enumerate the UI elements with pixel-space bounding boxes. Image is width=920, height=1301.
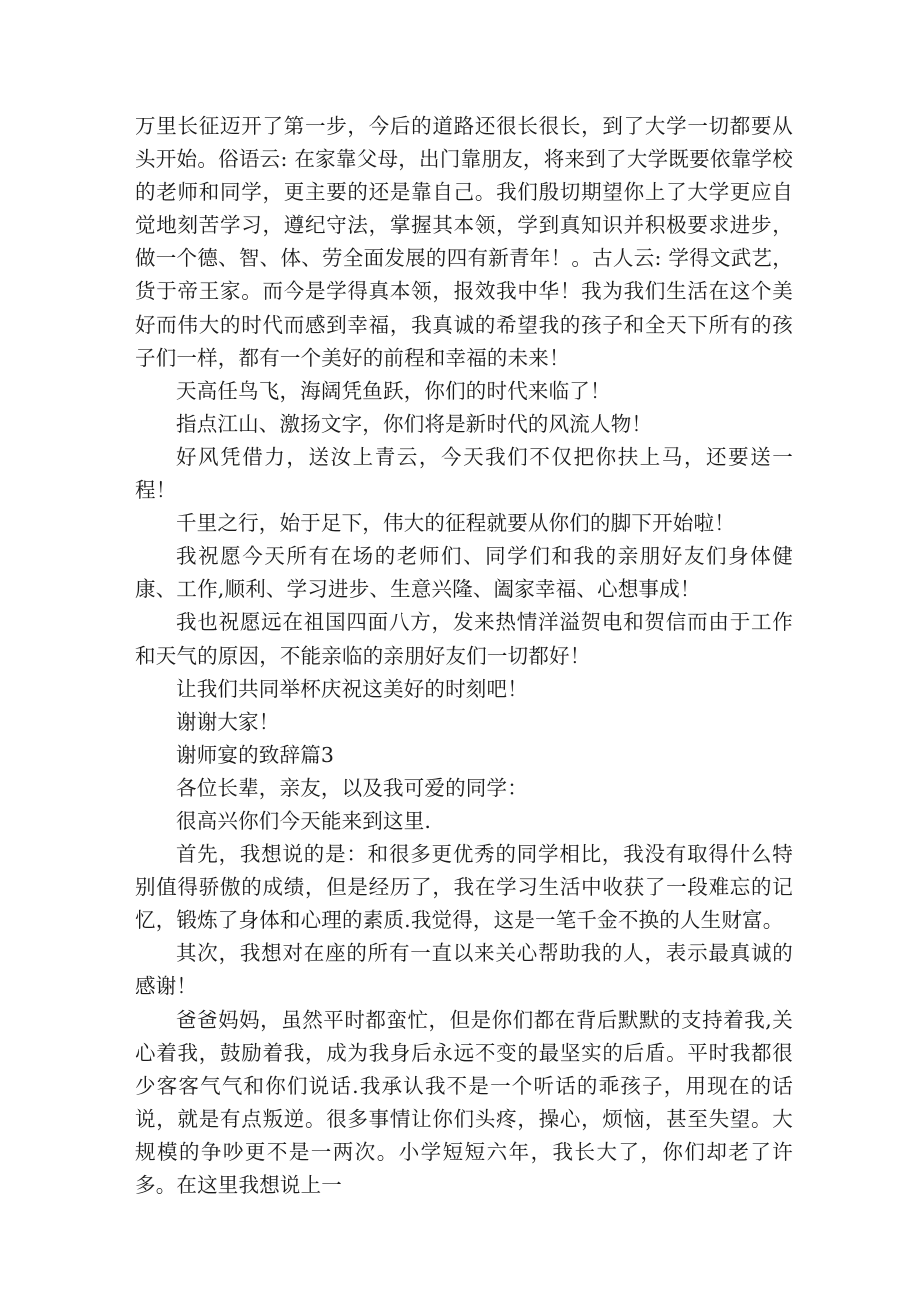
document-body [135,110,793,1202]
paragraph-4: 好风凭借力，送汝上青云，今天我们不仅把你扶上马，还要送一程！ [135,444,793,503]
paragraph-5: 千里之行，始于足下，伟大的征程就要从你们的脚下开始啦！ [176,511,735,536]
paragraph-9: 谢谢大家！ [176,709,280,734]
paragraph-2: 天高任鸟飞，海阔凭鱼跃，你们的时代来临了！ [176,378,611,403]
paragraph-15: 爸爸妈妈，虽然平时都蛮忙，但是你们都在背后默默的支持着我,关心着我，鼓励着我，成为我身后永远不变的最坚实的后盾。平时我都很少客客气气和你们说话.我承认我不是一个听话的乖孩子，用现在的话说，就是有点叛逆。很多事情让你们头疼，操心，烦恼，甚至失望。大规模的争吵更不是一两次。小学短短六年，我长大了，你们却老了许多。在这里我想说上一 [135,1007,793,1197]
paragraph-7: 我也祝愿远在祖国四面八方，发来热情洋溢贺电和贺信而由于工作和天气的原因，不能亲临的亲朋好友们一切都好！ [135,610,793,668]
paragraph-3: 指点江山、激扬文字，你们将是新时代的风流人物！ [176,411,653,436]
paragraph-13: 首先，我想说的是：和很多更优秀的同学相比，我没有取得什么特别值得骄傲的成绩，但是经历了，我在学习生活中收获了一段难忘的记忆，锻炼了身体和心理的素质.我觉得，这是一笔千金不换的人生财富。 [135,842,793,933]
paragraph-1: 万里长征迈开了第一步，今后的道路还很长很长，到了大学一切都要从头开始。俗语云: 在家靠父母，出门靠朋友，将来到了大学既要依靠学校的老师和同学，更主要的还是靠自己。我们殷切期望你上了大学更应自觉地刻苦学习，遵纪守法，掌握其本领，学到真知识并积极要求进步，做一个德、智、体、劳全面发展的四有新青年！。古人云: 学得文武艺，货于帝王家。而今是学得真本领，报效我中华！我为我们生活在这个美好而伟大的时代而感到幸福，我真诚的希望我的孩子和全天下所有的孩子们一样，都有一个美好的前程和幸福的未来！ [135,114,793,370]
paragraph-6: 我祝愿今天所有在场的老师们、同学们和我的亲朋好友们身体健康、工作,顺利、学习进步、生意兴隆、阖家幸福、心想事成！ [135,544,793,602]
salutation: 各位长辈，亲友，以及我可爱的同学： [176,775,528,800]
paragraph-8: 让我们共同举杯庆祝这美好的时刻吧！ [176,676,528,701]
paragraph-14: 其次，我想对在座的所有一直以来关心帮助我的人，表示最真诚的感谢！ [135,941,793,999]
paragraph-12: 很高兴你们今天能来到这里. [176,808,432,833]
section-heading: 谢师宴的致辞篇3 [176,742,335,767]
